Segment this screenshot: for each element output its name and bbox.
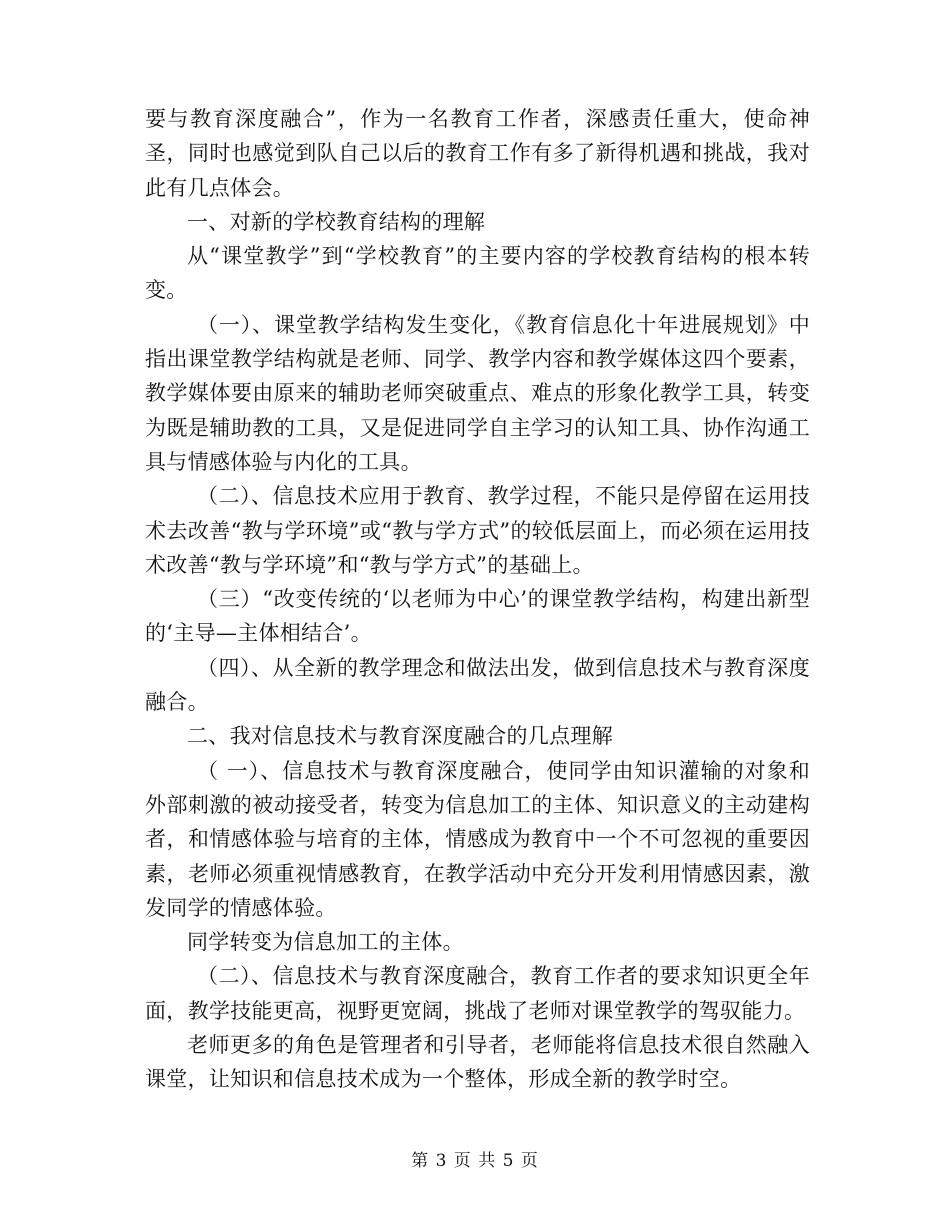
- paragraph-point-1: （一）、课堂教学结构发生变化，《教育信息化十年进展规划》中指出课堂教学结构就是老师、同学、教学内容和教学媒体这四个要素，教学媒体要由原来的辅助老师突破重点、难点的形象化教学工具，转变为既是辅助教的工具，又是促进同学自主学习的认知工具、协作沟通工具与情感体验与内化的工具。: [145, 312, 810, 474]
- paragraph-teacher-role: 老师更多的角色是管理者和引导者，老师能将信息技术很自然融入课堂，让知识和信息技术成为一个整体，形成全新的教学时空。: [145, 1033, 810, 1092]
- paragraph-point-2: （二）、信息技术应用于教育、教学过程，不能只是停留在运用技术去改善“教与学环境”或“教与学方式”的较低层面上，而必须在运用技术改善“教与学环境”和“教与学方式”的基础上。: [145, 484, 810, 577]
- section-heading-1: 一、对新的学校教育结构的理解: [187, 209, 486, 234]
- paragraph-understanding-1: （ 一）、信息技术与教育深度融合，使同学由知识灌输的对象和外部刺激的被动接受者，转变为信息加工的主体、知识意义的主动建构者，和情感体验与培育的主体，情感成为教育中一个不可忽视的重要因素，老师必须重视情感教育，在教学活动中充分开发利用情感因素，激发同学的情感体验。: [145, 758, 810, 920]
- document-body: [145, 102, 810, 1097]
- paragraph-point-4: （四）、从全新的教学理念和做法出发，做到信息技术与教育深度融合。: [145, 655, 810, 715]
- paragraph-continued-intro: 要与教育深度融合”，作为一名教育工作者，深感责任重大，使命神圣，同时也感觉到队自己以后的教育工作有多了新得机遇和挑战，我对此有几点体会。: [145, 107, 810, 200]
- paragraph-student-role: 同学转变为信息加工的主体。: [187, 930, 464, 955]
- paragraph-understanding-2: （二）、信息技术与教育深度融合，教育工作者的要求知识更全年面，教学技能更高，视野更宽阔，挑战了老师对课堂教学的驾驭能力。: [145, 964, 810, 1023]
- paragraph-structure-change: 从“课堂教学”到“学校教育”的主要内容的学校教育结构的根本转变。: [145, 244, 810, 303]
- section-heading-2: 二、我对信息技术与教育深度融合的几点理解: [187, 724, 613, 749]
- page-number-footer: 第 3 页 共 5 页: [411, 1151, 539, 1171]
- paragraph-point-3: （三）“改变传统的‘以老师为中心’的课堂教学结构，构建出新型的‘主导—主体相结合’。: [145, 587, 810, 646]
